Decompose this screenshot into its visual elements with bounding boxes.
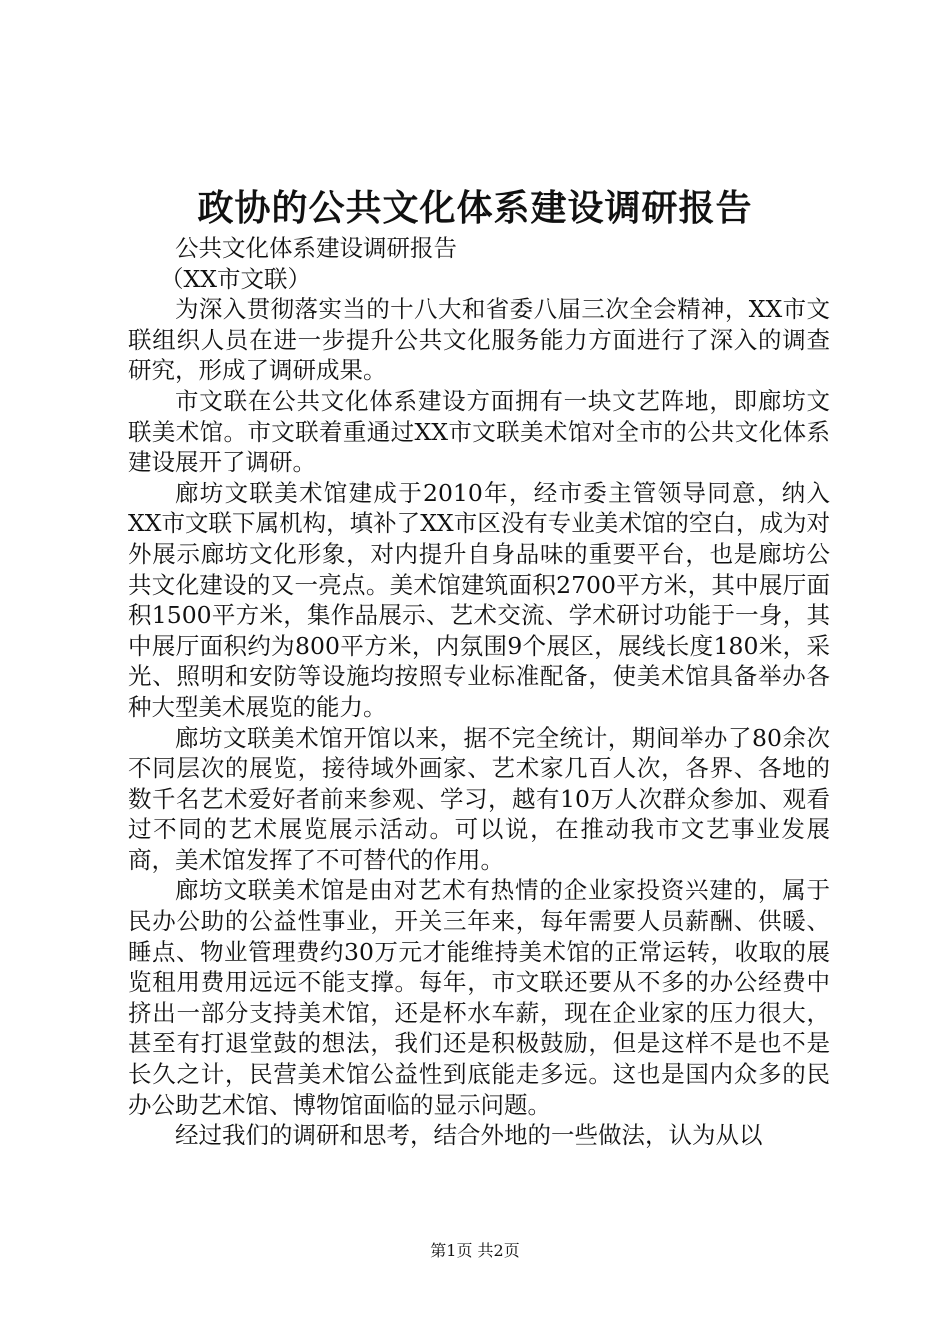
document-body	[128, 233, 830, 1151]
document-title: 政协的公共文化体系建设调研报告	[197, 187, 753, 229]
paragraph: 廊坊文联美术馆是由对艺术有热情的企业家投资兴建的，属于民办公助的公益性事业，开关三年来，每年需要人员薪酬、供暖、睡点、物业管理费约30万元才能维持美术馆的正常运转，收取的展览租用费用远远不能支撑。每年，市文联还要从不多的办公经费中挤出一部分支持美术馆，还是杯水车薪，现在企业家的压力很大，甚至有打退堂鼓的想法，我们还是积极鼓励，但是这样不是也不是长久之计，民营美术馆公益性到底能走多远。这也是国内众多的民办公助艺术馆、博物馆面临的显示问题。	[128, 876, 830, 1119]
page-number-footer: 第1页 共2页	[430, 1241, 520, 1260]
paragraph: 廊坊文联美术馆开馆以来，据不完全统计，期间举办了80余次不同层次的展览，接待域外画家、艺术家几百人次，各界、各地的数千名艺术爱好者前来参观、学习，越有10万人次群众参加、观看过不同的艺术展览展示活动。可以说，在推动我市文艺事业发展商，美术馆发挥了不可替代的作用。	[128, 723, 830, 874]
paragraph: 市文联在公共文化体系建设方面拥有一块文艺阵地，即廊坊文联美术馆。市文联着重通过XX市文联美术馆对全市的公共文化体系建设展开了调研。	[128, 386, 830, 477]
report-subtitle: 公共文化体系建设调研报告	[175, 234, 457, 262]
organization-line: （XX市文联）	[160, 264, 311, 293]
paragraph: 经过我们的调研和思考，结合外地的一些做法，认为从以	[175, 1121, 763, 1150]
paragraph: 廊坊文联美术馆建成于2010年，经市委主管领导同意，纳入XX市文联下属机构，填补了XX市区没有专业美术馆的空白，成为对外展示廊坊文化形象，对内提升自身品味的重要平台，也是廊坊公共文化建设的又一亮点。美术馆建筑面积2700平方米，其中展厅面积1500平方米，集作品展示、艺术交流、学术研讨功能于一身，其中展厅面积约为800平方米，内氛围9个展区，展线长度180米，采光、照明和安防等设施均按照专业标准配备，使美术馆具备举办各种大型美术展览的能力。	[128, 478, 830, 721]
paragraph: 为深入贯彻落实当的十八大和省委八届三次全会精神，XX市文联组织人员在进一步提升公共文化服务能力方面进行了深入的调查研究，形成了调研成果。	[128, 295, 830, 385]
